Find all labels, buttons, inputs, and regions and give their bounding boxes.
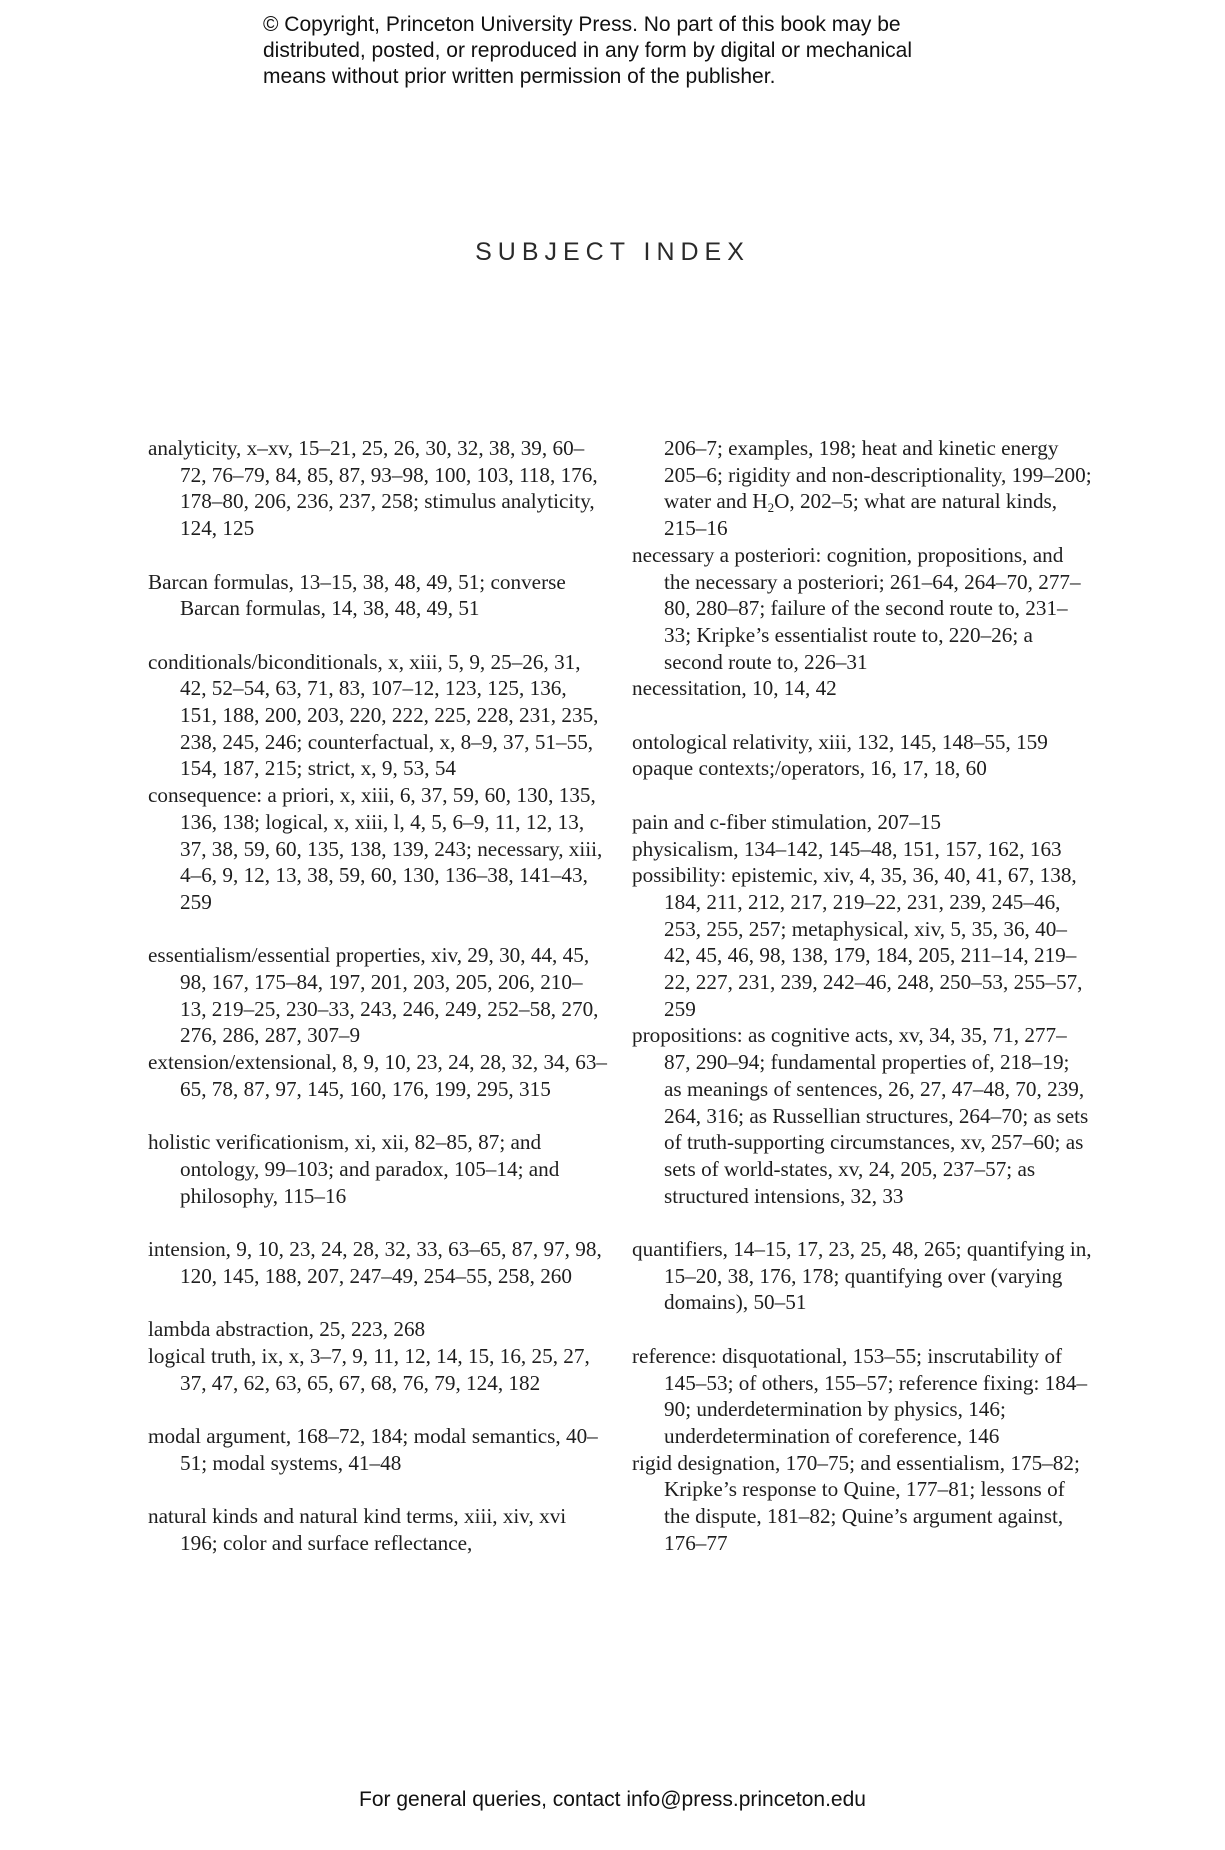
index-entry: opaque contexts;/operators, 16, 17, 18, 60 — [632, 756, 987, 781]
index-column-left — [148, 435, 608, 1556]
index-entry: conditionals/biconditionals, x, xiii, 5, 9, 25–26, 31, 42, 52–54, 63, 71, 83, 107–12, 123, 125, 136, 151, 188, 200, 203, 220, 222, 225, 228, 231, 235, 238, 245, 246; counterfactual, x, 8–9, 37, 51–55, 154, 187, 215; strict, x, 9, 53, 54 — [148, 649, 599, 781]
formula-subscript: 2 — [767, 500, 775, 516]
index-entry: physicalism, 134–142, 145–48, 151, 157, 162, 163 — [632, 836, 1062, 861]
index-entry: quantifiers, 14–15, 17, 23, 25, 48, 265; quantifying in, 15–20, 38, 176, 178; quantifying over (varying domains), 50–51 — [632, 1237, 1092, 1315]
index-entry: Barcan formulas, 13–15, 38, 48, 49, 51; converse Barcan formulas, 14, 38, 48, 49, 51 — [148, 569, 566, 621]
index-entry: necessitation, 10, 14, 42 — [632, 676, 837, 701]
index-entry: essentialism/essential properties, xiv, 29, 30, 44, 45, 98, 167, 175–84, 197, 201, 203, 205, 206, 210–13, 219–25, 230–33, 243, 246, 249, 252–58, 270, 276, 286, 287, 307–9 — [148, 943, 599, 1048]
footer-contact: For general queries, contact info@press.princeton.edu — [359, 1788, 866, 1811]
index-entry: lambda abstraction, 25, 223, 268 — [148, 1317, 426, 1342]
copyright-notice — [263, 12, 983, 90]
index-entry: ontological relativity, xiii, 132, 145, 148–55, 159 — [632, 729, 1048, 754]
index-entry: possibility: epistemic, xiv, 4, 35, 36, 40, 41, 67, 138, 184, 211, 212, 217, 219–22, 231, 239, 245–46, 253, 255, 257; metaphysical, xiv, 5, 35, 36, 40–42, 45, 46, 98, 138, 179, 184, 205, 211–14, 219–22, 227, 231, 239, 242–46, 248, 250–53, 255–57, 259 — [632, 863, 1083, 1021]
formula-element: H — [752, 489, 768, 514]
index-entry: pain and c-fiber stimulation, 207–15 — [632, 809, 941, 834]
entry-text: 206–7; examples, 198; heat and kinetic energy 205–6; rigidity and non-descriptionality, 199–200; water and — [664, 436, 1092, 514]
copyright-line: © Copyright, Princeton University Press. No part of this book may be — [263, 13, 901, 36]
index-entry: logical truth, ix, x, 3–7, 9, 11, 12, 14, 15, 16, 25, 27, 37, 47, 62, 63, 65, 67, 68, 76, 79, 124, 182 — [148, 1343, 590, 1395]
index-entry: extension/extensional, 8, 9, 10, 23, 24, 28, 32, 34, 63–65, 78, 87, 97, 145, 160, 176, 199, 295, 315 — [148, 1050, 608, 1101]
index-entry: natural kinds and natural kind terms, xiii, xiv, xvi 196; color and surface reflectance, — [148, 1504, 567, 1555]
copyright-line: distributed, posted, or reproduced in any form by digital or mechanical — [263, 39, 913, 62]
index-entry: holistic verificationism, xi, xii, 82–85, 87; and ontology, 99–103; and paradox, 105–14; and philosophy, 115–16 — [148, 1130, 560, 1208]
index-column-right — [632, 435, 1092, 1556]
index-entry: reference: disquotational, 153–55; inscrutability of 145–53; of others, 155–57; reference fixing: 184–90; underdetermination by physics, 146; underdetermination of coreference, 146 — [632, 1343, 1088, 1448]
index-entry: propositions: as cognitive acts, xv, 34, 35, 71, 277–87, 290–94; fundamental properties of, 218–19; as meanings of sentences, 26, 27, 47–48, 70, 239, 264, 316; as Russellian structures, 264–70; as sets of truth-supporting circumstances, xv, 257–60; as sets of world-states, xv, 24, 205, 237–57; as structured intensions, 32, 33 — [632, 1023, 1089, 1208]
index-entry: intension, 9, 10, 23, 24, 28, 32, 33, 63–65, 87, 97, 98, 120, 145, 188, 207, 247–49, 254–55, 258, 260 — [148, 1237, 602, 1288]
index-entry: analyticity, x–xv, 15–21, 25, 26, 30, 32, 38, 39, 60–72, 76–79, 84, 85, 87, 93–98, 100, 103, 118, 176, 178–80, 206, 236, 237, 258; stimulus analyticity, 124, 125 — [148, 436, 598, 541]
entry-text: O, 202–5; what are natural kinds, 215–16 — [664, 489, 1058, 541]
page-title: SUBJECT INDEX — [475, 238, 750, 266]
index-entry: necessary a posteriori: cognition, propositions, and the necessary a posteriori; 261–64, 264–70, 277–80, 280–87; failure of the second route to, 231–33; Kripke’s essentialist route to, 220–26; a second route to, 226–31 — [632, 542, 1081, 674]
index-entry: consequence: a priori, x, xiii, 6, 37, 59, 60, 130, 135, 136, 138; logical, x, xiii, l, 4, 5, 6–9, 11, 12, 13, 37, 38, 59, 60, 135, 138, 139, 243; necessary, xiii, 4–6, 9, 12, 13, 38, 59, 60, 130, 136–38, 141–43, 259 — [148, 783, 603, 914]
index-entry: rigid designation, 170–75; and essentialism, 175–82; Kripke’s response to Quine, 177–81; lessons of the dispute, 181–82; Quine’s argument against, 176–77 — [632, 1450, 1080, 1555]
index-entry: modal argument, 168–72, 184; modal semantics, 40–51; modal systems, 41–48 — [148, 1423, 598, 1475]
index-entry-continued — [632, 435, 1092, 542]
copyright-line: means without prior written permission of the publisher. — [263, 65, 776, 88]
